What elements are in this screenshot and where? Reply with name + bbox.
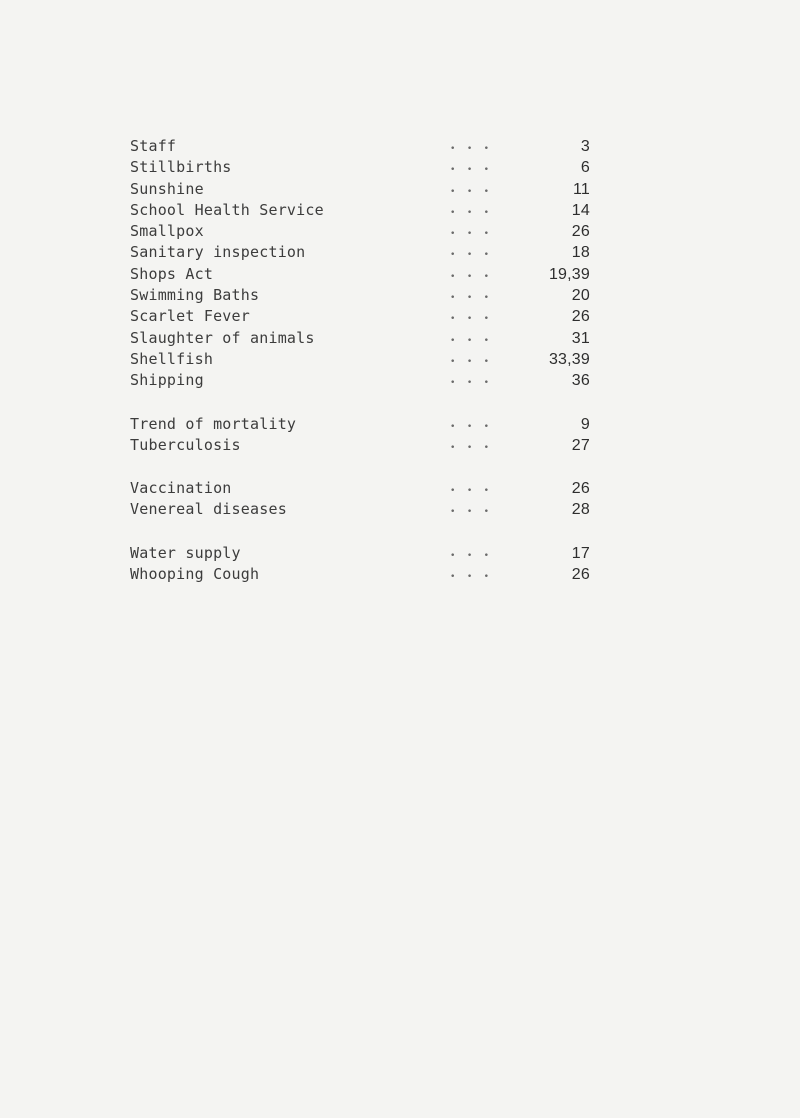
entry-page-numbers: 20 [571,287,590,305]
entry-leader-dots: • • • [450,250,493,261]
index-entry [130,136,590,157]
entry-leader-dots: • • • [450,507,493,518]
entry-leader-dots: • • • [450,165,493,176]
entry-page-numbers: 14 [571,201,590,219]
entry-term: Shellfish [130,349,214,368]
entry-page-numbers: 3 [580,138,590,155]
entry-leader-dots: • • • [450,378,493,389]
entry-leader-dots: • • • [450,356,493,367]
index-entry [130,264,590,285]
entry-leader-dots: • • • [450,486,493,497]
index-entry [130,328,590,349]
entry-leader-dots: • • • [450,186,493,197]
entry-page-numbers: 31 [571,329,590,347]
entry-term: Swimming Baths [130,286,260,305]
entry-leader-dots: • • • [450,293,493,304]
index-entry [130,285,590,306]
index-group-w [130,543,590,586]
entry-page-numbers: 26 [571,223,590,241]
index-entry [130,157,590,178]
index-entry [130,221,590,242]
entry-term: Tuberculosis [130,435,241,454]
entry-page-numbers: 28 [571,501,590,519]
index-entry [130,478,590,499]
entry-leader-dots: • • • [450,550,493,561]
entry-term: Sanitary inspection [130,243,306,262]
index-entry [130,200,590,221]
entry-term: Slaughter of animals [130,328,315,347]
entry-page-numbers: 27 [571,436,590,454]
entry-term: Sunshine [130,179,204,198]
index-entry [130,349,590,370]
index-group-v [130,478,590,521]
entry-term: Shops Act [130,264,214,283]
entry-term: Scarlet Fever [130,307,250,326]
entry-leader-dots: • • • [450,572,493,583]
entry-page-numbers: 26 [571,566,590,584]
entry-leader-dots: • • • [450,144,493,154]
entry-leader-dots: • • • [450,207,493,218]
entry-leader-dots: • • • [450,442,493,453]
entry-term: Shipping [130,371,204,390]
entry-leader-dots: • • • [450,271,493,282]
index-entry [130,564,590,585]
entry-page-numbers: 19,39 [548,265,590,283]
entry-page-numbers: 9 [580,415,590,433]
index-list [130,136,590,585]
entry-page-numbers: 36 [571,372,590,390]
entry-term: Whooping Cough [130,565,260,584]
entry-leader-dots: • • • [450,335,493,346]
index-entry [130,543,590,564]
entry-page-numbers: 26 [571,480,590,498]
index-group-s [130,136,590,392]
entry-term: Stillbirths [130,158,232,177]
entry-leader-dots: • • • [450,421,493,432]
entry-term: Trend of mortality [130,414,297,433]
entry-term: Venereal diseases [130,500,287,519]
entry-term: School Health Service [130,200,324,219]
entry-page-numbers: 11 [572,180,590,198]
entry-term: Smallpox [130,222,204,241]
index-entry [130,242,590,263]
entry-term: Staff [130,137,177,155]
index-entry [130,414,590,435]
entry-term: Water supply [130,543,241,562]
index-group-t [130,414,590,457]
entry-page-numbers: 18 [571,244,590,262]
entry-page-numbers: 33,39 [548,350,590,368]
index-entry [130,499,590,520]
index-entry [130,306,590,327]
index-entry [130,370,590,391]
entry-leader-dots: • • • [450,314,493,325]
entry-term: Vaccination [130,479,232,498]
entry-page-numbers: 26 [571,308,590,326]
entry-page-numbers: 17 [571,544,590,562]
index-entry [130,179,590,200]
index-entry [130,435,590,456]
entry-page-numbers: 6 [580,159,590,177]
entry-leader-dots: • • • [450,229,493,240]
